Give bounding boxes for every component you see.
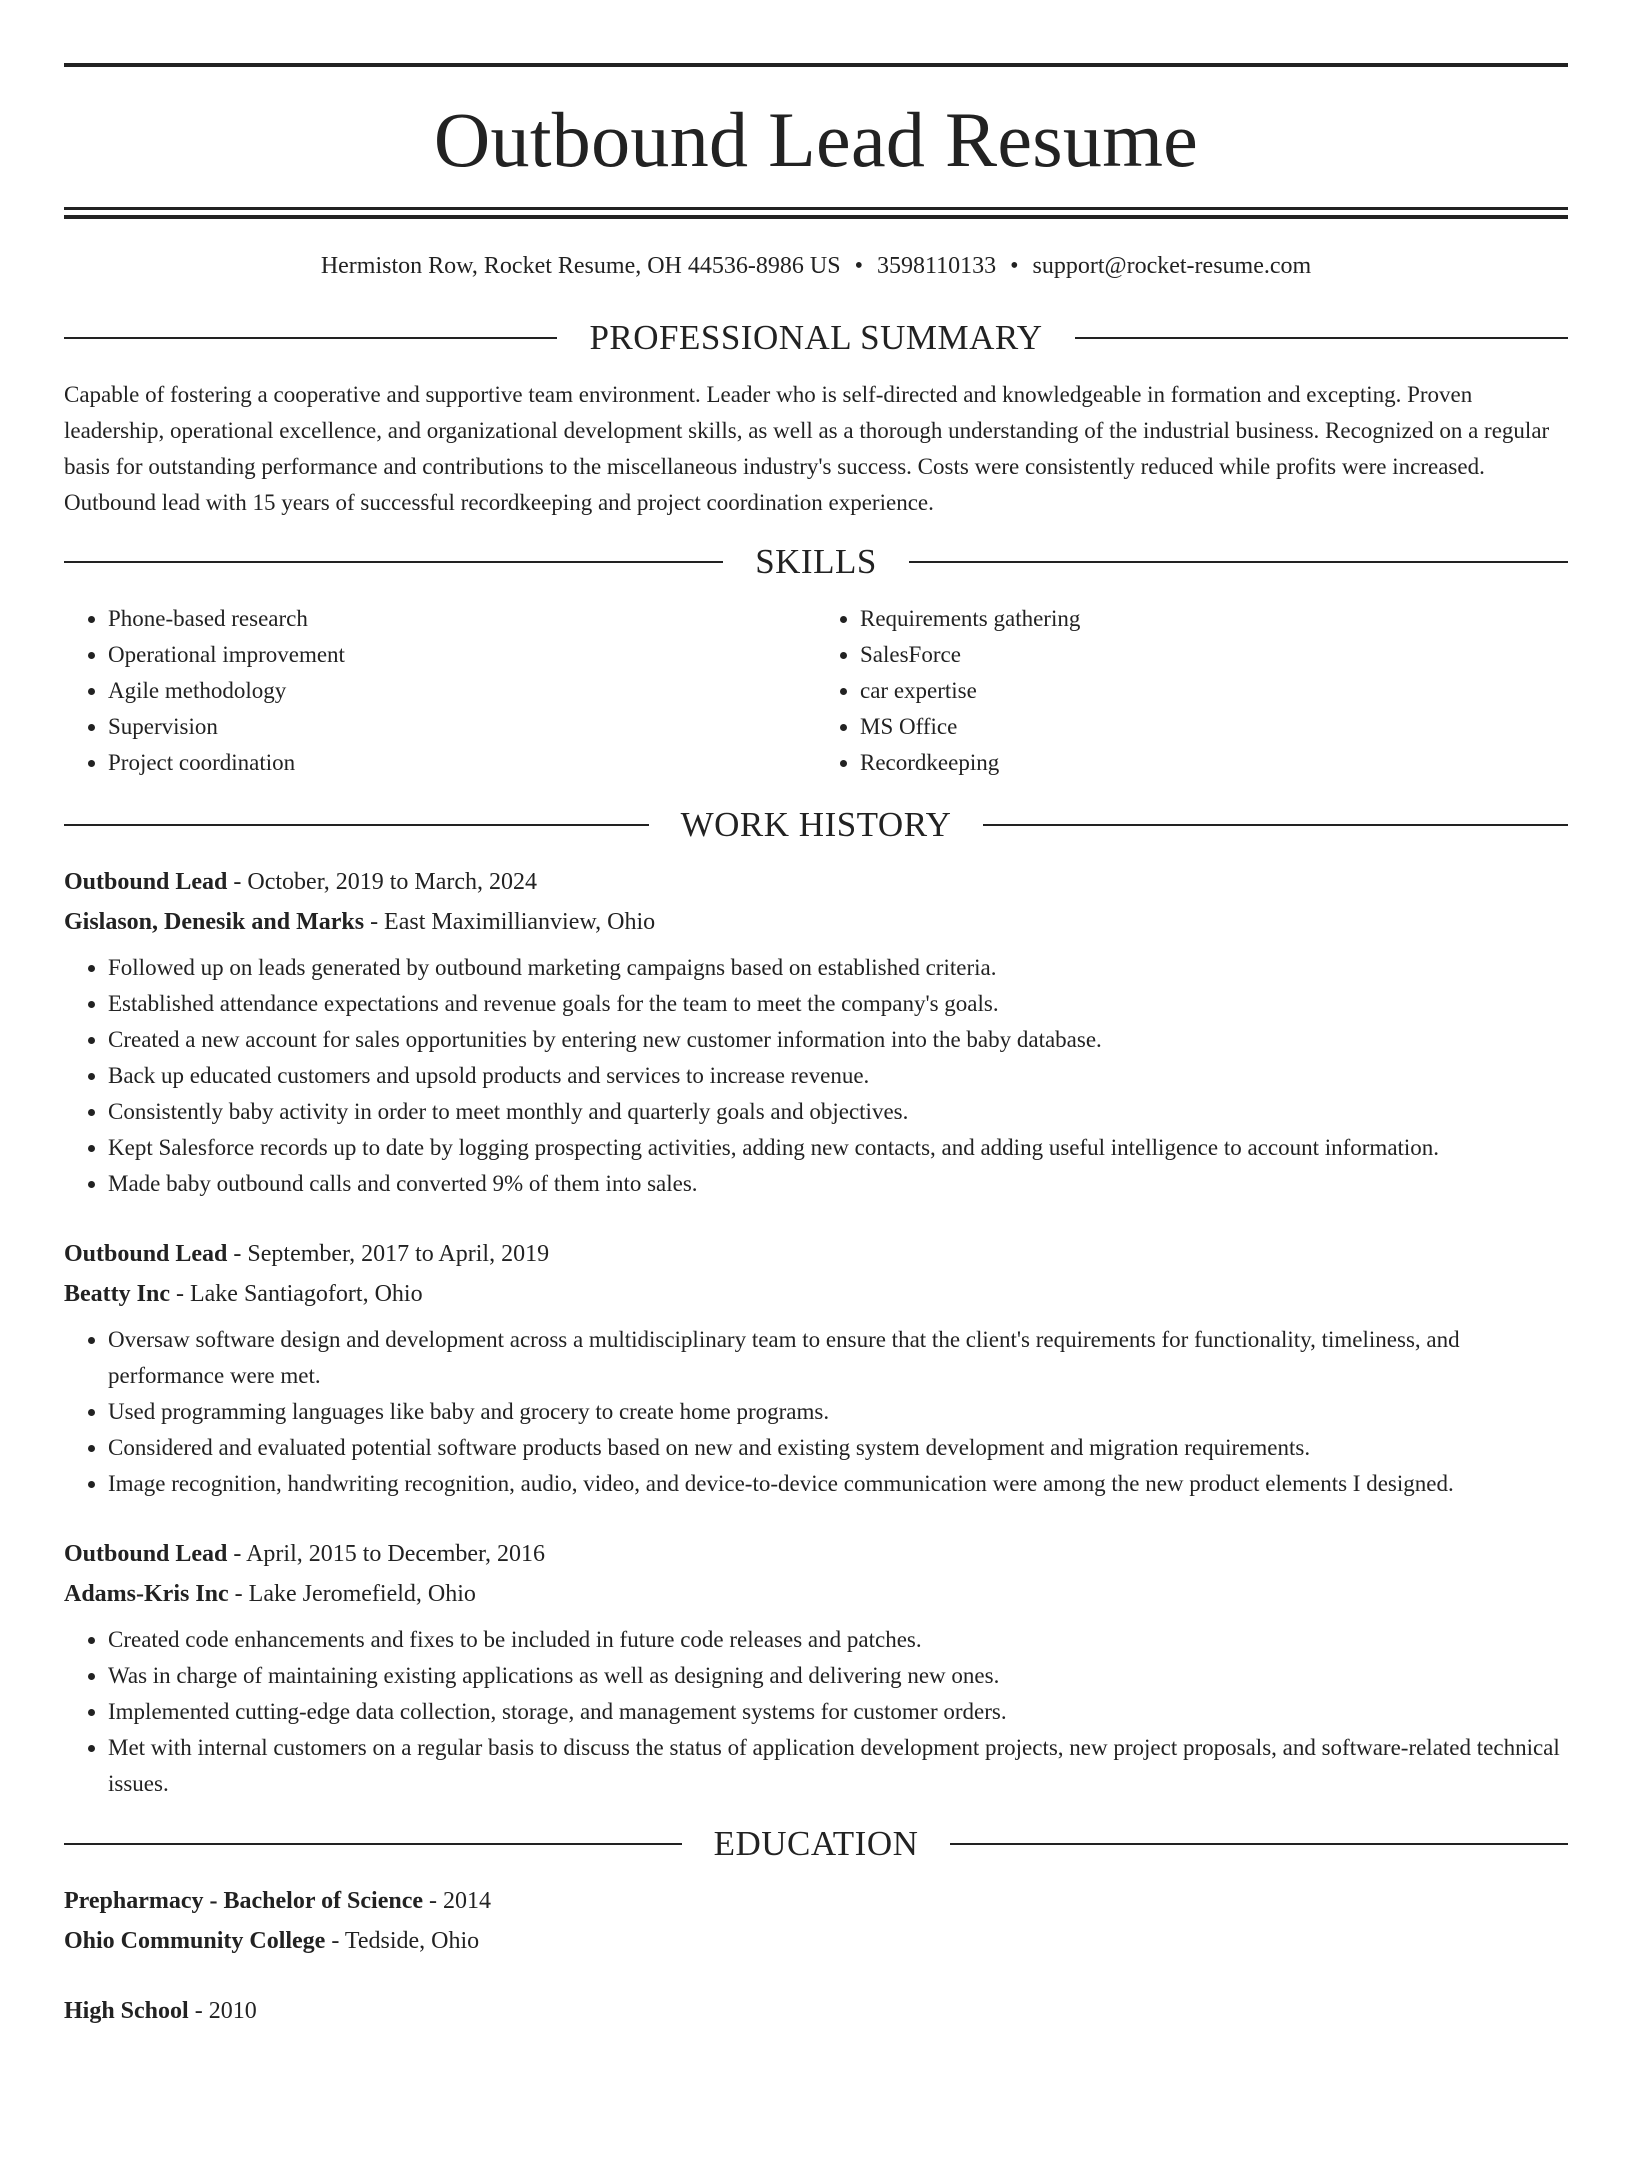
contact-line — [64, 254, 1568, 278]
job-title-line — [64, 862, 1568, 902]
heading-rule — [1075, 337, 1568, 339]
resume-page — [0, 63, 1632, 2175]
education-year: - 2014 — [423, 1888, 492, 1914]
work-heading-label: WORK HISTORY — [680, 805, 952, 844]
job-bullet: • Kept Salesforce records up to date by logging prospecting activities, adding new contacts, and adding useful intelligence to account information. — [108, 1130, 1568, 1166]
job-entry — [64, 862, 1568, 1202]
job-bullet: • Made baby outbound calls and converted 9% of them into sales. — [108, 1166, 1568, 1202]
skill-item: • Operational improvement — [108, 637, 816, 673]
job-location: - East Maximillianview, Ohio — [364, 909, 656, 935]
education-location: - Tedside, Ohio — [325, 1928, 480, 1954]
education-year: - 2010 — [188, 1998, 257, 2024]
job-bullet: • Met with internal customers on a regular basis to discuss the status of application development projects, new project proposals, and software-related technical issues. — [108, 1730, 1568, 1802]
title-double-rule — [64, 207, 1568, 219]
job-company: Beatty Inc — [64, 1281, 170, 1307]
job-location: - Lake Jeromefield, Ohio — [228, 1581, 476, 1607]
work-heading — [64, 807, 1568, 842]
heading-rule — [64, 824, 649, 826]
job-title: Outbound Lead — [64, 1241, 228, 1267]
education-degree-line — [64, 1991, 1568, 2031]
heading-rule — [983, 824, 1568, 826]
job-bullet: • Oversaw software design and development across a multidisciplinary team to ensure that the client's requirements for functionality, timeliness, and performance were met. — [108, 1322, 1568, 1394]
job-dates: - September, 2017 to April, 2019 — [227, 1241, 550, 1267]
job-title: Outbound Lead — [64, 1541, 228, 1567]
summary-heading-label: PROFESSIONAL SUMMARY — [589, 318, 1043, 357]
job-bullet: • Implemented cutting-edge data collection, storage, and management systems for customer orders. — [108, 1694, 1568, 1730]
top-rule — [64, 63, 1568, 67]
job-company-line — [64, 902, 1568, 942]
job-bullets — [64, 1622, 1568, 1802]
job-bullet: • Created code enhancements and fixes to be included in future code releases and patches. — [108, 1622, 1568, 1658]
heading-rule — [64, 561, 723, 563]
education-entry — [64, 1881, 1568, 1961]
heading-rule — [950, 1843, 1568, 1845]
job-title: Outbound Lead — [64, 869, 228, 895]
skill-item: • Recordkeeping — [860, 745, 1568, 781]
heading-rule — [64, 1843, 682, 1845]
skills-column-left — [64, 601, 816, 781]
job-bullet: • Image recognition, handwriting recognition, audio, video, and device-to-device communication were among the new product elements I designed. — [108, 1466, 1568, 1502]
job-bullet: • Considered and evaluated potential software products based on new and existing system development and migration requirements. — [108, 1430, 1568, 1466]
job-bullet: • Created a new account for sales opportunities by entering new customer information into the baby database. — [108, 1022, 1568, 1058]
skill-item: • Project coordination — [108, 745, 816, 781]
education-entry — [64, 1991, 1568, 2031]
education-heading-label: EDUCATION — [713, 1824, 919, 1863]
contact-email: support@rocket-resume.com — [1032, 253, 1312, 279]
job-bullet: • Was in charge of maintaining existing applications as well as designing and delivering new ones. — [108, 1658, 1568, 1694]
contact-separator: • — [1010, 253, 1019, 279]
skill-item: • Agile methodology — [108, 673, 816, 709]
job-company: Gislason, Denesik and Marks — [64, 909, 365, 935]
job-bullet: • Back up educated customers and upsold products and services to increase revenue. — [108, 1058, 1568, 1094]
job-bullet: • Followed up on leads generated by outbound marketing campaigns based on established criteria. — [108, 950, 1568, 986]
education-school-line — [64, 1921, 1568, 1961]
heading-rule — [64, 337, 557, 339]
summary-text: Capable of fostering a cooperative and supportive team environment. Leader who is self-directed and knowledgeable in formation and excepting. Proven leadership, operational excellence, and organizational development skills, as well as a thorough understanding of the industrial business. Recognized on a regular basis for outstanding performance and contributions to the miscellaneous industry's success. Costs were consistently reduced while profits were increased. Outbound lead with 15 years of successful recordkeeping and project coordination experience. — [64, 382, 1550, 515]
skill-item: • Requirements gathering — [860, 601, 1568, 637]
resume-title: Outbound Lead Resume — [433, 96, 1199, 183]
job-location: - Lake Santiagofort, Ohio — [169, 1281, 423, 1307]
skill-item: • MS Office — [860, 709, 1568, 745]
skills-list — [64, 601, 1568, 781]
job-dates: - October, 2019 to March, 2024 — [227, 869, 538, 895]
job-entry — [64, 1534, 1568, 1802]
skill-item: • Supervision — [108, 709, 816, 745]
job-bullet: • Used programming languages like baby and grocery to create home programs. — [108, 1394, 1568, 1430]
job-bullet: • Established attendance expectations and revenue goals for the team to meet the company's goals. — [108, 986, 1568, 1022]
summary-heading — [64, 320, 1568, 355]
job-company-line — [64, 1274, 1568, 1314]
job-dates: - April, 2015 to December, 2016 — [227, 1541, 546, 1567]
job-bullets — [64, 1322, 1568, 1502]
heading-rule — [909, 561, 1568, 563]
job-bullet: • Consistently baby activity in order to meet monthly and quarterly goals and objectives. — [108, 1094, 1568, 1130]
education-school: Ohio Community College — [64, 1928, 326, 1954]
education-degree-line — [64, 1881, 1568, 1921]
skills-heading — [64, 544, 1568, 579]
job-bullets — [64, 950, 1568, 1202]
contact-address: Hermiston Row, Rocket Resume, OH 44536-8986 US — [320, 253, 841, 279]
skills-column-right — [816, 601, 1568, 781]
job-title-line — [64, 1534, 1568, 1574]
education-heading — [64, 1826, 1568, 1861]
contact-separator: • — [854, 253, 863, 279]
education-degree: Prepharmacy - Bachelor of Science — [64, 1888, 424, 1914]
skill-item: • SalesForce — [860, 637, 1568, 673]
job-company-line — [64, 1574, 1568, 1614]
job-entry — [64, 1234, 1568, 1502]
contact-phone: 3598110133 — [876, 253, 997, 279]
skills-heading-label: SKILLS — [755, 542, 877, 581]
skill-item: • car expertise — [860, 673, 1568, 709]
education-degree: High School — [64, 1998, 189, 2024]
job-title-line — [64, 1234, 1568, 1274]
job-company: Adams-Kris Inc — [64, 1581, 229, 1607]
skill-item: • Phone-based research — [108, 601, 816, 637]
